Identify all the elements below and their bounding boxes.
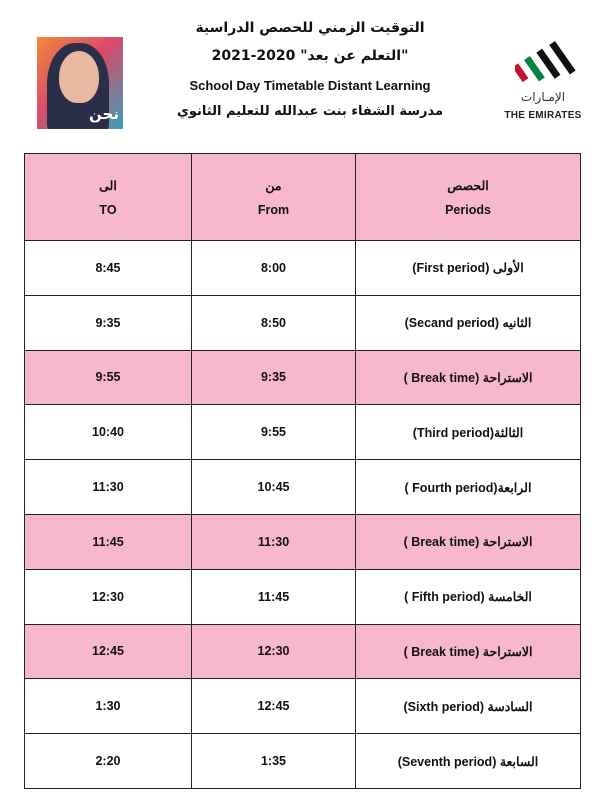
cell-period: السادسة (Sixth period) bbox=[356, 679, 581, 734]
cell-from: 12:45 bbox=[192, 679, 356, 734]
cell-period: الاستراحة (Break time ) bbox=[356, 514, 581, 569]
cell-period: الثالثة(Third period) bbox=[356, 405, 581, 460]
timetable-header-row bbox=[25, 154, 581, 241]
header-title-arabic: التوقيت الزمني للحصص الدراسية bbox=[195, 20, 425, 36]
timetable bbox=[24, 153, 581, 789]
cell-to: 11:45 bbox=[25, 514, 192, 569]
cell-to: 10:40 bbox=[25, 405, 192, 460]
face-shape bbox=[59, 51, 99, 103]
cell-from: 12:30 bbox=[192, 624, 356, 679]
cell-period: الاستراحة (Break time ) bbox=[356, 350, 581, 405]
cell-period: الأولى (First period) bbox=[356, 241, 581, 296]
table-row bbox=[25, 624, 581, 679]
column-header-to-ar: الى bbox=[99, 178, 117, 193]
cell-from: 8:00 bbox=[192, 241, 356, 296]
cell-from: 9:55 bbox=[192, 405, 356, 460]
cell-to: 8:45 bbox=[25, 241, 192, 296]
cell-to: 2:20 bbox=[25, 734, 192, 789]
table-row bbox=[25, 350, 581, 405]
emirates-logo-arabic: الإمـارات bbox=[520, 90, 566, 104]
table-row bbox=[25, 405, 581, 460]
portrait-tag-icon: نحن bbox=[89, 105, 119, 123]
cell-from: 11:30 bbox=[192, 514, 356, 569]
header-year-line: "التعلم عن بعد" 2020-2021 bbox=[211, 48, 409, 64]
cell-period: الرابعة(Fourth period ) bbox=[356, 460, 581, 515]
cell-to: 9:55 bbox=[25, 350, 192, 405]
column-header-period bbox=[356, 154, 581, 241]
cell-period: الثانيه (Secand period) bbox=[356, 295, 581, 350]
cell-to: 11:30 bbox=[25, 460, 192, 515]
column-header-period-ar: الحصص bbox=[447, 178, 489, 193]
cell-from: 11:45 bbox=[192, 569, 356, 624]
column-header-from bbox=[192, 154, 356, 241]
cell-to: 9:35 bbox=[25, 295, 192, 350]
emirates-bars-icon bbox=[515, 38, 579, 84]
cell-period: الاستراحة (Break time ) bbox=[356, 624, 581, 679]
portrait-illustration bbox=[37, 37, 123, 129]
column-header-period-en: Periods bbox=[445, 202, 491, 217]
emirates-logo-english: THE EMIRATES bbox=[504, 110, 582, 121]
table-row bbox=[25, 460, 581, 515]
cell-period: السابعة (Seventh period) bbox=[356, 734, 581, 789]
emirates-logo bbox=[503, 38, 583, 128]
column-header-from-en: From bbox=[257, 202, 290, 217]
table-row bbox=[25, 679, 581, 734]
table-row bbox=[25, 734, 581, 789]
cell-to: 12:45 bbox=[25, 624, 192, 679]
header-title-english: School Day Timetable Distant Learning bbox=[189, 78, 431, 93]
column-header-to-en: TO bbox=[99, 202, 117, 217]
table-row bbox=[25, 514, 581, 569]
header-school-name: مدرسة الشفاء بنت عبدالله للتعليم الثانوي bbox=[176, 104, 444, 119]
cell-period: الخامسة (Fifth period ) bbox=[356, 569, 581, 624]
cell-from: 1:35 bbox=[192, 734, 356, 789]
column-header-to bbox=[25, 154, 192, 241]
cell-from: 9:35 bbox=[192, 350, 356, 405]
table-row bbox=[25, 241, 581, 296]
cell-to: 12:30 bbox=[25, 569, 192, 624]
cell-from: 10:45 bbox=[192, 460, 356, 515]
column-header-from-ar: من bbox=[265, 178, 282, 193]
cell-to: 1:30 bbox=[25, 679, 192, 734]
cell-from: 8:50 bbox=[192, 295, 356, 350]
table-row bbox=[25, 295, 581, 350]
table-row bbox=[25, 569, 581, 624]
